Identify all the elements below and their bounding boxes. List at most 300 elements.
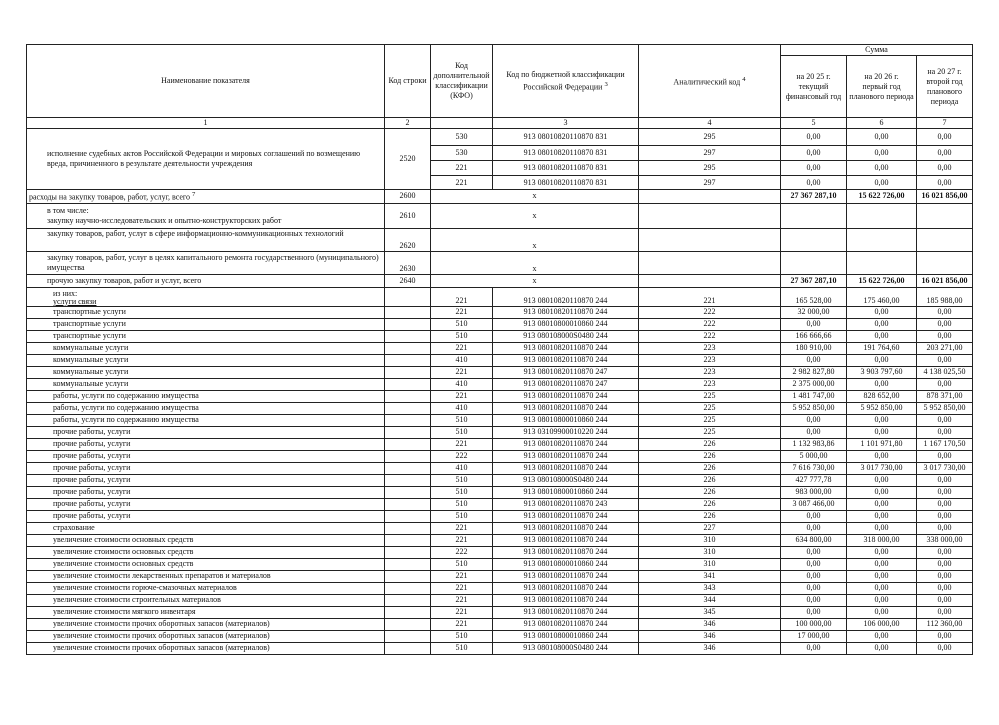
cell-analytic (639, 274, 781, 287)
cell-analytic: 223 (639, 378, 781, 390)
cell-y2: 0,00 (847, 594, 917, 606)
capital-name: закупку товаров, работ, услуг в целях капитального ремонта государственного (муниципального) имущества (27, 251, 385, 274)
cell-bk: 913 08010800010860 244 (493, 486, 639, 498)
cell-y2: 0,00 (847, 318, 917, 330)
cell-analytic: 226 (639, 450, 781, 462)
cell-kfo: 510 (431, 558, 493, 570)
cell-y1: 0,00 (781, 570, 847, 582)
cell-y2: 0,00 (847, 161, 917, 176)
cell-y1: 0,00 (781, 426, 847, 438)
cell-analytic: 344 (639, 594, 781, 606)
cell-analytic: 341 (639, 570, 781, 582)
cell-bk: 913 08010820110870 831 (493, 146, 639, 161)
item-code (385, 390, 431, 402)
cell-kfo: 410 (431, 354, 493, 366)
cell-y2: 0,00 (847, 450, 917, 462)
item-name: увеличение стоимости прочих оборотных запасов (материалов) (27, 618, 385, 630)
colnum-5: 5 (781, 118, 847, 129)
cell-y2: 0,00 (847, 486, 917, 498)
cell-y1: 1 132 983,86 (781, 438, 847, 450)
cell-y3 (917, 228, 973, 251)
cell-y2: 0,00 (847, 146, 917, 161)
item-name: увеличение стоимости прочих оборотных запасов (материалов) (27, 630, 385, 642)
cell-y3: 0,00 (917, 146, 973, 161)
ict-name: закупку товаров, работ, услуг в сфере информационно-коммуникационных технологий (27, 228, 385, 251)
cell-y2: 3 903 797,60 (847, 366, 917, 378)
item-name: увеличение стоимости лекарственных препаратов и материалов (27, 570, 385, 582)
cell-analytic: 222 (639, 318, 781, 330)
table-row (27, 438, 973, 450)
cell-y2 (847, 203, 917, 228)
cell-y2: 5 952 850,00 (847, 402, 917, 414)
bk-header-text: Код по бюджетной классификации Российской Федерации (506, 69, 625, 92)
cell-y3: 0,00 (917, 570, 973, 582)
item-code (385, 546, 431, 558)
colnum-4: 4 (639, 118, 781, 129)
cell-bk: 913 08010820110870 244 (493, 342, 639, 354)
item-code (385, 426, 431, 438)
cell-y3: 112 360,00 (917, 618, 973, 630)
cell-kfo: 221 (431, 582, 493, 594)
col-y3-header (917, 56, 973, 118)
table-row (27, 594, 973, 606)
col-y2-header (847, 56, 917, 118)
cell-analytic (639, 190, 781, 204)
cell-bk: 913 08010820110870 244 (493, 570, 639, 582)
cell-kfo: 221 (431, 534, 493, 546)
item-code (385, 450, 431, 462)
cell-y1: 0,00 (781, 129, 847, 146)
table-row (27, 510, 973, 522)
item-code (385, 570, 431, 582)
table-row (27, 366, 973, 378)
table-row (27, 618, 973, 630)
cell-analytic: 225 (639, 390, 781, 402)
cell-kfo: 510 (431, 426, 493, 438)
item-code (385, 630, 431, 642)
item-name: прочие работы, услуги (27, 462, 385, 474)
item-name: коммунальные услуги (27, 354, 385, 366)
cell-y2: 0,00 (847, 522, 917, 534)
cell-bk: 913 08010820110870 244 (493, 306, 639, 318)
cell-y3: 0,00 (917, 558, 973, 570)
cell-y2: 0,00 (847, 354, 917, 366)
cell-y2: 0,00 (847, 606, 917, 618)
cell-y3: 0,00 (917, 354, 973, 366)
purchase-y1: 27 367 287,10 (781, 190, 847, 204)
cell-kfo: 221 (431, 176, 493, 190)
cell-kfo: 510 (431, 642, 493, 654)
table-row (27, 546, 973, 558)
cell-y1: 166 666,66 (781, 330, 847, 342)
cell-analytic: 225 (639, 426, 781, 438)
purchase-y2: 15 622 726,00 (847, 190, 917, 204)
cell-bk: 913 08010820110870 247 (493, 366, 639, 378)
cell-kfo: 510 (431, 498, 493, 510)
incl-label: в том числе: (47, 205, 89, 215)
item-name: прочие работы, услуги (27, 438, 385, 450)
item-code (385, 402, 431, 414)
cell-y2: 0,00 (847, 498, 917, 510)
item-code (385, 618, 431, 630)
table-row (27, 582, 973, 594)
cell-y1 (781, 251, 847, 274)
item-name (27, 287, 385, 306)
cell-bk: 913 08010800010860 244 (493, 630, 639, 642)
cell-y3 (917, 251, 973, 274)
cell-y3: 0,00 (917, 498, 973, 510)
cell-analytic: 226 (639, 438, 781, 450)
cell-analytic: 225 (639, 402, 781, 414)
cell-analytic: 310 (639, 558, 781, 570)
cell-analytic: 295 (639, 161, 781, 176)
cell-y2: 318 000,00 (847, 534, 917, 546)
item-code (385, 522, 431, 534)
cell-y1: 32 000,00 (781, 306, 847, 318)
cell-y3: 185 988,00 (917, 287, 973, 306)
purchase-code: 2600 (385, 190, 431, 204)
cell-y1: 983 000,00 (781, 486, 847, 498)
cell-bk: 913 08010800010860 244 (493, 414, 639, 426)
cell-y2: 0,00 (847, 474, 917, 486)
cell-analytic: 297 (639, 176, 781, 190)
cell-analytic: 346 (639, 630, 781, 642)
cell-y2: 0,00 (847, 510, 917, 522)
cell-bk: 913 08010820110870 244 (493, 450, 639, 462)
item-name: увеличение стоимости мягкого инвентаря (27, 606, 385, 618)
cell-y2: 0,00 (847, 426, 917, 438)
header-row-top (27, 45, 973, 56)
cell-bk: 913 08010800010860 244 (493, 318, 639, 330)
table-row (27, 606, 973, 618)
item-name: коммунальные услуги (27, 366, 385, 378)
cell-analytic: 346 (639, 642, 781, 654)
cell-y1 (781, 228, 847, 251)
cell-y3: 0,00 (917, 522, 973, 534)
cell-analytic: 310 (639, 546, 781, 558)
cell-y2: 0,00 (847, 414, 917, 426)
cell-y2: 0,00 (847, 630, 917, 642)
item-name: прочие работы, услуги (27, 474, 385, 486)
other-y1: 27 367 287,10 (781, 274, 847, 287)
y2-sub: первый год планового периода (849, 81, 914, 101)
other-y3: 16 021 856,00 (917, 274, 973, 287)
item-code (385, 594, 431, 606)
purchase-name-text: расходы на закупку товаров, работ, услуг, всего (29, 192, 191, 202)
cell-analytic: 295 (639, 129, 781, 146)
cell-kfo: 221 (431, 570, 493, 582)
cell-bk: 913 08010820110870 831 (493, 161, 639, 176)
cell-y1: 17 000,00 (781, 630, 847, 642)
col-kfo-header: Код дополнительной классификации (КФО) (431, 45, 493, 118)
colnum-2: 2 (385, 118, 431, 129)
cell-kfo: 410 (431, 378, 493, 390)
cell-bk: 913 08010820110870 244 (493, 606, 639, 618)
item-name: работы, услуги по содержанию имущества (27, 414, 385, 426)
y2-top: на 20 26 г. (864, 71, 899, 81)
purchase-sup: 7 (192, 191, 196, 198)
cell-y2 (847, 228, 917, 251)
cell-y3: 0,00 (917, 426, 973, 438)
cell-y3: 0,00 (917, 450, 973, 462)
item-code (385, 606, 431, 618)
cell-bk: 913 08010820110870 831 (493, 176, 639, 190)
cell-y2: 0,00 (847, 642, 917, 654)
cell-y1: 0,00 (781, 354, 847, 366)
ict-bk: x (431, 228, 639, 251)
cell-y2: 175 460,00 (847, 287, 917, 306)
cell-bk: 913 08010820110870 247 (493, 378, 639, 390)
cell-y1: 0,00 (781, 642, 847, 654)
cell-bk: 913 08010820110870 244 (493, 287, 639, 306)
cell-y3: 0,00 (917, 318, 973, 330)
cell-analytic: 226 (639, 474, 781, 486)
cell-y2: 828 652,00 (847, 390, 917, 402)
item-name: увеличение стоимости основных средств (27, 558, 385, 570)
cell-y1: 0,00 (781, 606, 847, 618)
item-name: прочие работы, услуги (27, 498, 385, 510)
table-row-other-total (27, 274, 973, 287)
cell-y1: 0,00 (781, 146, 847, 161)
cell-analytic: 222 (639, 330, 781, 342)
item-code (385, 582, 431, 594)
cell-y1: 7 616 730,00 (781, 462, 847, 474)
cell-bk: 913 08010820110870 244 (493, 582, 639, 594)
table-row-ict (27, 228, 973, 251)
cell-y2: 0,00 (847, 582, 917, 594)
cell-kfo: 222 (431, 546, 493, 558)
rnd-bk: x (431, 203, 639, 228)
cell-y2: 0,00 (847, 546, 917, 558)
cell-y1: 0,00 (781, 414, 847, 426)
cell-bk: 913 08010820110870 244 (493, 402, 639, 414)
cell-y2: 3 017 730,00 (847, 462, 917, 474)
cell-bk: 913 08010820110870 244 (493, 522, 639, 534)
table-row (27, 287, 973, 306)
table-row (27, 402, 973, 414)
analytic-header-sup: 4 (742, 75, 746, 83)
cell-y3: 0,00 (917, 486, 973, 498)
cell-y1: 0,00 (781, 176, 847, 190)
cell-y1: 634 800,00 (781, 534, 847, 546)
item-name: прочие работы, услуги (27, 426, 385, 438)
table-row-capital (27, 251, 973, 274)
cell-y2: 0,00 (847, 558, 917, 570)
table-row-court (27, 129, 973, 146)
item-code (385, 510, 431, 522)
item-name: увеличение стоимости основных средств (27, 534, 385, 546)
cell-y3: 0,00 (917, 582, 973, 594)
cell-bk: 913 08010820110870 244 (493, 618, 639, 630)
cell-bk: 913 08010820110870 831 (493, 129, 639, 146)
cell-y3: 0,00 (917, 642, 973, 654)
column-number-row (27, 118, 973, 129)
item-code (385, 558, 431, 570)
cell-bk: 913 08010820110870 244 (493, 438, 639, 450)
cell-y2: 0,00 (847, 330, 917, 342)
table-row (27, 486, 973, 498)
cell-y3: 338 000,00 (917, 534, 973, 546)
cell-y3 (917, 203, 973, 228)
item-code (385, 414, 431, 426)
cell-y1: 0,00 (781, 594, 847, 606)
cell-y3: 203 271,00 (917, 342, 973, 354)
cell-analytic: 226 (639, 486, 781, 498)
cell-kfo: 221 (431, 606, 493, 618)
table-row (27, 498, 973, 510)
cell-y2: 0,00 (847, 129, 917, 146)
table-row (27, 642, 973, 654)
col-bk-header (493, 45, 639, 118)
cell-y2: 0,00 (847, 378, 917, 390)
cell-y1: 0,00 (781, 522, 847, 534)
cell-kfo: 410 (431, 462, 493, 474)
cell-y2: 0,00 (847, 306, 917, 318)
cell-y1: 427 777,78 (781, 474, 847, 486)
cell-kfo: 530 (431, 129, 493, 146)
item-code (385, 366, 431, 378)
cell-bk: 913 080108000S0480 244 (493, 330, 639, 342)
item-code (385, 318, 431, 330)
table-row (27, 378, 973, 390)
table-row (27, 522, 973, 534)
court-code: 2520 (385, 129, 431, 190)
item-name: увеличение стоимости прочих оборотных запасов (материалов) (27, 642, 385, 654)
cell-y2: 0,00 (847, 570, 917, 582)
cell-y2: 0,00 (847, 176, 917, 190)
cell-y3: 5 952 850,00 (917, 402, 973, 414)
cell-y3: 4 138 025,50 (917, 366, 973, 378)
y3-top: на 20 27 г. (927, 66, 962, 76)
cell-analytic: 343 (639, 582, 781, 594)
cell-analytic: 226 (639, 462, 781, 474)
cell-y3: 0,00 (917, 176, 973, 190)
item-code (385, 474, 431, 486)
table-row (27, 342, 973, 354)
cell-bk: 913 080108000S0480 244 (493, 474, 639, 486)
cell-y1: 5 952 850,00 (781, 402, 847, 414)
item-code (385, 462, 431, 474)
cell-bk: 913 08010820110870 244 (493, 534, 639, 546)
col-sum-header: Сумма (781, 45, 973, 56)
cell-y3: 0,00 (917, 414, 973, 426)
cell-analytic: 222 (639, 306, 781, 318)
table-row (27, 534, 973, 546)
rnd-code: 2610 (385, 203, 431, 228)
cell-kfo: 221 (431, 594, 493, 606)
cell-kfo: 221 (431, 161, 493, 176)
item-code (385, 438, 431, 450)
cell-analytic (639, 228, 781, 251)
y1-top: на 20 25 г. (796, 71, 831, 81)
item-code (385, 642, 431, 654)
colnum-3: 3 (493, 118, 639, 129)
cell-bk: 913 03109900010220 244 (493, 426, 639, 438)
item-name: транспортные услуги (27, 306, 385, 318)
table-row-rnd (27, 203, 973, 228)
cell-y1: 1 481 747,00 (781, 390, 847, 402)
cell-y3: 0,00 (917, 546, 973, 558)
cell-bk: 913 08010820110870 244 (493, 546, 639, 558)
table-row (27, 558, 973, 570)
cell-kfo: 221 (431, 287, 493, 306)
table-row (27, 474, 973, 486)
cell-analytic (639, 251, 781, 274)
cell-analytic: 223 (639, 354, 781, 366)
cell-y1: 5 000,00 (781, 450, 847, 462)
table-row (27, 330, 973, 342)
item-name-text: услуги связи (53, 296, 97, 306)
cell-bk: 913 08010820110870 244 (493, 390, 639, 402)
cell-bk: 913 08010800010860 244 (493, 558, 639, 570)
item-code (385, 306, 431, 318)
cell-y3: 0,00 (917, 606, 973, 618)
cell-analytic: 223 (639, 366, 781, 378)
cell-y1: 100 000,00 (781, 618, 847, 630)
item-code (385, 486, 431, 498)
financial-plan-sheet (26, 44, 972, 655)
table-row-purchase-total (27, 190, 973, 204)
cell-bk: 913 08010820110870 244 (493, 594, 639, 606)
court-name: исполнение судебных актов Российской Федерации и мировых соглашений по возмещению вреда, причиненного в результате деятельности учреждения (27, 129, 385, 190)
cell-y2: 1 101 971,80 (847, 438, 917, 450)
table-row (27, 390, 973, 402)
item-name: коммунальные услуги (27, 378, 385, 390)
cell-bk: 913 080108000S0480 244 (493, 642, 639, 654)
cell-y2: 106 000,00 (847, 618, 917, 630)
table-row (27, 306, 973, 318)
item-name: работы, услуги по содержанию имущества (27, 402, 385, 414)
cell-y3: 0,00 (917, 129, 973, 146)
cell-y3: 3 017 730,00 (917, 462, 973, 474)
table-row (27, 318, 973, 330)
cell-kfo: 221 (431, 342, 493, 354)
cell-y3: 0,00 (917, 510, 973, 522)
cell-kfo: 222 (431, 450, 493, 462)
table-row (27, 354, 973, 366)
cell-analytic: 346 (639, 618, 781, 630)
cell-y1: 2 982 827,80 (781, 366, 847, 378)
other-y2: 15 622 726,00 (847, 274, 917, 287)
col-indicator-header: Наименование показателя (27, 45, 385, 118)
cell-y1: 0,00 (781, 510, 847, 522)
cell-kfo: 221 (431, 306, 493, 318)
cell-kfo: 510 (431, 510, 493, 522)
cell-y1: 165 528,00 (781, 287, 847, 306)
table-row (27, 570, 973, 582)
cell-y1 (781, 203, 847, 228)
cell-bk: 913 08010820110870 244 (493, 462, 639, 474)
cell-analytic (639, 203, 781, 228)
cell-y3: 0,00 (917, 594, 973, 606)
item-name: прочие работы, услуги (27, 486, 385, 498)
item-name: транспортные услуги (27, 318, 385, 330)
cell-y3: 0,00 (917, 330, 973, 342)
item-code (385, 342, 431, 354)
table-row (27, 426, 973, 438)
cell-y2 (847, 251, 917, 274)
table-row (27, 450, 973, 462)
ict-code: 2620 (385, 228, 431, 251)
purchase-name (27, 190, 385, 204)
other-bk: x (431, 274, 639, 287)
cell-analytic: 345 (639, 606, 781, 618)
other-name: прочую закупку товаров, работ и услуг, всего (27, 274, 385, 287)
bk-header-sup: 3 (604, 80, 608, 88)
rnd-name (27, 203, 385, 228)
plan-table-body (27, 129, 973, 655)
cell-kfo: 221 (431, 390, 493, 402)
